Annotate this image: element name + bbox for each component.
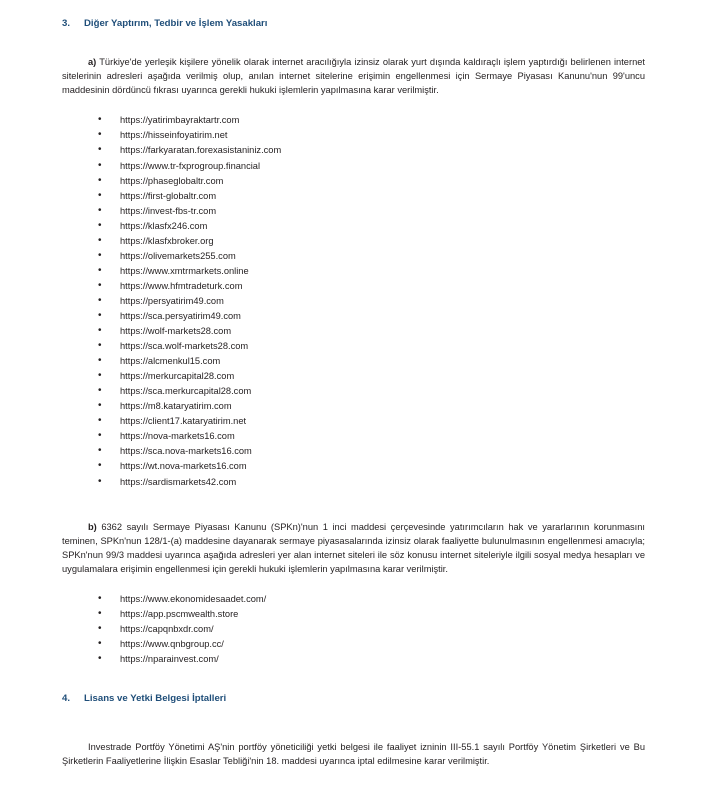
list-item: • https://app.pscmwealth.store — [90, 607, 645, 622]
paragraph-3b-lead: b) — [88, 521, 97, 532]
list-item: • https://nova-markets16.com — [90, 429, 645, 444]
list-item: • https://wolf-markets28.com — [90, 324, 645, 339]
list-item: • https://www.hfmtradeturk.com — [90, 279, 645, 294]
spacer — [62, 29, 645, 55]
list-item: • https://www.xmtrmarkets.online — [90, 264, 645, 279]
spacer — [62, 576, 645, 592]
list-item: • https://www.tr-fxprogroup.financial — [90, 159, 645, 174]
url-list-b — [62, 592, 645, 667]
spacer — [62, 704, 645, 730]
list-item: • https://sardismarkets42.com — [90, 475, 645, 490]
list-item: • https://sca.wolf-markets28.com — [90, 339, 645, 354]
list-item: • https://client17.kataryatirim.net — [90, 414, 645, 429]
spacer — [62, 667, 645, 693]
list-item: • https://farkyaratan.forexasistaniniz.com — [90, 143, 645, 158]
list-item: • https://m8.kataryatirim.com — [90, 399, 645, 414]
list-item: • https://phaseglobaltr.com — [90, 174, 645, 189]
list-item: • https://www.qnbgroup.cc/ — [90, 637, 645, 652]
section-heading-4 — [62, 693, 645, 704]
spacer — [62, 490, 645, 520]
list-item: • https://persyatirim49.com — [90, 294, 645, 309]
section-number-3: 3. — [62, 18, 71, 29]
list-item: • https://merkurcapital28.com — [90, 369, 645, 384]
list-item: • https://alcmenkul15.com — [90, 354, 645, 369]
section-heading-3 — [62, 18, 645, 29]
list-item: • https://nparainvest.com/ — [90, 652, 645, 667]
section-number-4: 4. — [62, 693, 71, 705]
list-item: • https://sca.persyatirim49.com — [90, 309, 645, 324]
paragraph-3a — [62, 55, 645, 97]
list-item: • https://klasfxbroker.org — [90, 234, 645, 249]
list-item: • https://first-globaltr.com — [90, 189, 645, 204]
spacer — [62, 97, 645, 113]
list-item: • https://sca.nova-markets16.com — [90, 444, 645, 459]
url-list-a — [62, 113, 645, 489]
paragraph-3b-text: 6362 sayılı Sermaye Piyasası Kanunu (SPKn)'nun 1 inci maddesi çerçevesinde yatırımcıların hak ve yararlarının korunmasını teminen, SPKn'nun 128/1-(a) maddesine dayanarak sermaye piyasasalarında izinsiz olarak faaliyette bulunulmasının engellenmesi amacıyla; SPKn'nun 99/3 maddesi uyarınca aşağıda adresleri yer alan internet siteleri ile söz konusu internet siteleriyle ilgili sosyal medya hesapları ve uygulamalara erişimin engellenmesi için gerekli hukuki işlemlerin yapılmasına karar verilmiştir. — [62, 521, 645, 574]
paragraph-3b — [62, 520, 645, 577]
list-item: • https://wt.nova-markets16.com — [90, 459, 645, 474]
paragraph-3a-text: Türkiye'de yerleşik kişilere yönelik olarak internet aracılığıyla izinsiz olarak yurt dışında kaldıraçlı işlem yaptırdığı belirlenen internet sitelerinin adresleri aşağıda verilmiş olup, anılan internet sitelerine erişimin engellenmesi için Sermaye Piyasası Kanunu'nun 99'uncu maddesinin dördüncü fıkrası uyarınca gerekli hukuki işlemlerin yapılmasına karar verilmiştir. — [62, 57, 645, 96]
list-item: • https://capqnbxdr.com/ — [90, 622, 645, 637]
paragraph-3a-lead: a) — [88, 57, 97, 67]
list-item: • https://invest-fbs-tr.com — [90, 204, 645, 219]
list-item: • https://klasfx246.com — [90, 219, 645, 234]
list-item: • https://sca.merkurcapital28.com — [90, 384, 645, 399]
paragraph-4: Investrade Portföy Yönetimi AŞ'nin portföy yöneticiliği yetki belgesi ile faaliyet izninin III-55.1 sayılı Portföy Yönetim Şirketleri ve Bu Şirketlerin Faaliyetlerine İlişkin Esaslar Tebliği'nin 18. maddesi uyarınca iptal edilmesine karar verilmiştir. — [62, 741, 645, 766]
section-title-3: Diğer Yaptırım, Tedbir ve İşlem Yasakları — [84, 18, 268, 29]
list-item: • https://olivemarkets255.com — [90, 249, 645, 264]
list-item: • https://www.ekonomidesaadet.com/ — [90, 592, 645, 607]
section-title-4: Lisans ve Yetki Belgesi İptalleri — [84, 693, 227, 705]
list-item: • https://hisseinfoyatirim.net — [90, 128, 645, 143]
list-item: • https://yatirimbayraktartr.com — [90, 113, 645, 128]
